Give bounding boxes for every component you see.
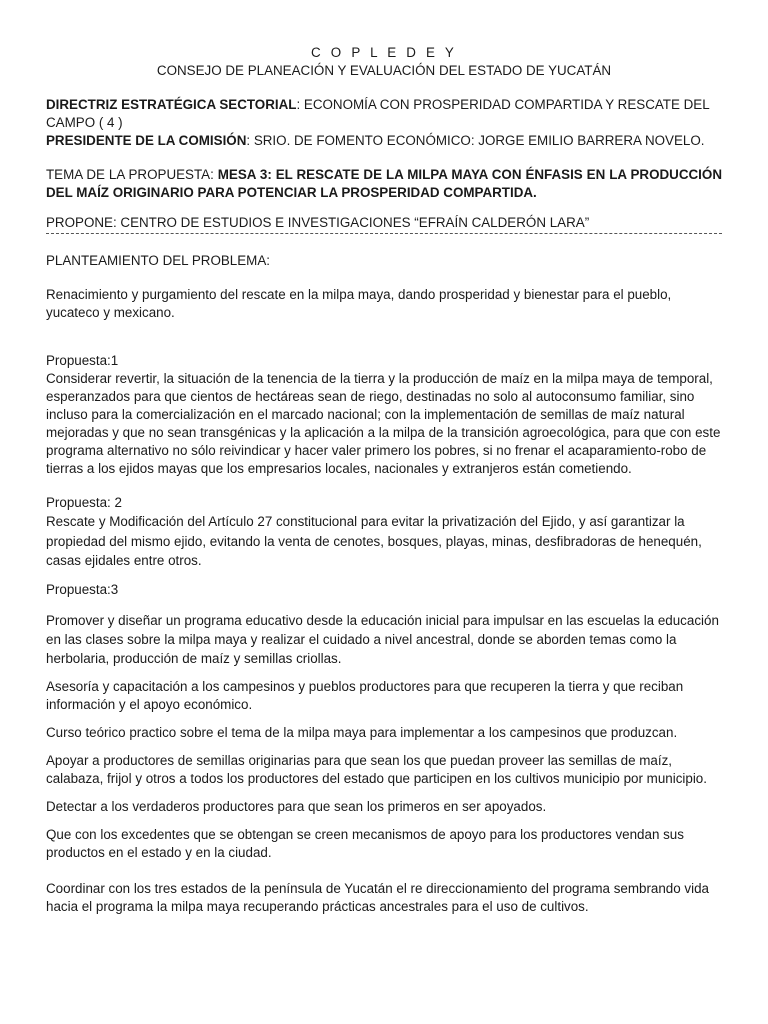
- propuesta-3-paragraph: Que con los excedentes que se obtengan se creen mecanismos de apoyo para los productores vendan sus productos en el estado y en la ciudad.: [46, 826, 684, 860]
- propuesta-3-paragraph: Promover y diseñar un programa educativo desde la educación inicial para impulsar en las escuelas la educación en las clases sobre la milpa maya y realizar el cuidado a nivel ancestral, donde se aborden temas como la herbolaria, producción de maíz y semillas criollas.: [46, 612, 719, 666]
- directriz-label: DIRECTRIZ ESTRATÉGICA SECTORIAL: [46, 97, 297, 112]
- propuesta-2-text: Rescate y Modificación del Artículo 27 constitucional para evitar la privatización del Ejido, y así garantizar la propiedad del mismo ejido, evitando la venta de cenotes, bosques, playas, minas, desfibradoras de henequén, casas ejidales entre otros.: [46, 514, 702, 568]
- presidente-label: PRESIDENTE DE LA COMISIÓN: [46, 133, 247, 148]
- tema-label: TEMA DE LA PROPUESTA:: [46, 167, 218, 182]
- org-full-name: CONSEJO DE PLANEACIÓN Y EVALUACIÓN DEL ESTADO DE YUCATÁN: [156, 63, 612, 78]
- propuesta-1-heading: Propuesta:1: [46, 353, 119, 368]
- planteamiento-text: Renacimiento y purgamiento del rescate en la milpa maya, dando prosperidad y bienestar para el pueblo, yucateco y mexicano.: [46, 287, 672, 320]
- tema-line: [46, 166, 722, 202]
- propone-line: PROPONE: CENTRO DE ESTUDIOS E INVESTIGACIONES “EFRAÍN CALDERÓN LARA”: [46, 215, 590, 230]
- document-page: [46, 44, 722, 916]
- propuesta-3-heading: Propuesta:3: [46, 581, 119, 597]
- presidente-line: [46, 132, 722, 150]
- propuesta-3-paragraph: Curso teórico practico sobre el tema de la milpa maya para implementar a los campesinos que produzcan.: [46, 724, 678, 740]
- directriz-line: [46, 96, 722, 132]
- directriz-value: : ECONOMÍA CON PROSPERIDAD COMPARTIDA Y RESCATE DEL CAMPO ( 4 ): [46, 97, 710, 130]
- propuesta-3-paragraph: Asesoría y capacitación a los campesinos y pueblos productores para que recuperen la tierra y que reciban información y el apoyo económico.: [46, 678, 684, 712]
- propuesta-1-text: Considerar revertir, la situación de la tenencia de la tierra y la producción de maíz en la milpa maya de temporal, esperanzados para que cientos de hectáreas sean de riego, destinadas no solo al autoconsumo familiar, sino incluso para la comercialización en el marcado nacional; con la implementación de semillas de maíz natural mejoradas y que no sean transgénicas y la aplicación a la milpa de la transición agroecológica, para que con este programa alternativo no sólo reivindicar y hacer valer primero los pobres, si no frenar el acaparamiento-robo de tierras a los ejidos mayas que los empresarios locales, nacionales y extranjeros están cometiendo.: [46, 371, 721, 476]
- propuesta-2-heading: Propuesta: 2: [46, 495, 122, 510]
- tema-value: MESA 3: EL RESCATE DE LA MILPA MAYA CON ÉNFASIS EN LA PRODUCCIÓN DEL MAÍZ ORIGINARIO PARA POTENCIAR LA PROSPERIDAD COMPARTIDA.: [46, 167, 722, 200]
- propuesta-3-paragraph: Coordinar con los tres estados de la península de Yucatán el re direccionamiento del programa sembrando vida hacia el programa la milpa maya recuperando prácticas ancestrales para el uso de cultivos.: [46, 880, 709, 914]
- presidente-value: : SRIO. DE FOMENTO ECONÓMICO: JORGE EMILIO BARRERA NOVELO.: [246, 133, 705, 148]
- propuesta-3-paragraph: Detectar a los verdaderos productores para que sean los primeros en ser apoyados.: [46, 798, 547, 814]
- org-acronym: C O P L E D E Y: [311, 45, 457, 60]
- separator-line: [46, 233, 722, 234]
- propuesta-3-paragraph: Apoyar a productores de semillas originarias para que sean los que puedan proveer las semillas de maíz, calabaza, frijol y otros a todos los productores del estado que participen en los cultivos municipio por municipio.: [46, 752, 707, 786]
- planteamiento-heading: PLANTEAMIENTO DEL PROBLEMA:: [46, 253, 270, 268]
